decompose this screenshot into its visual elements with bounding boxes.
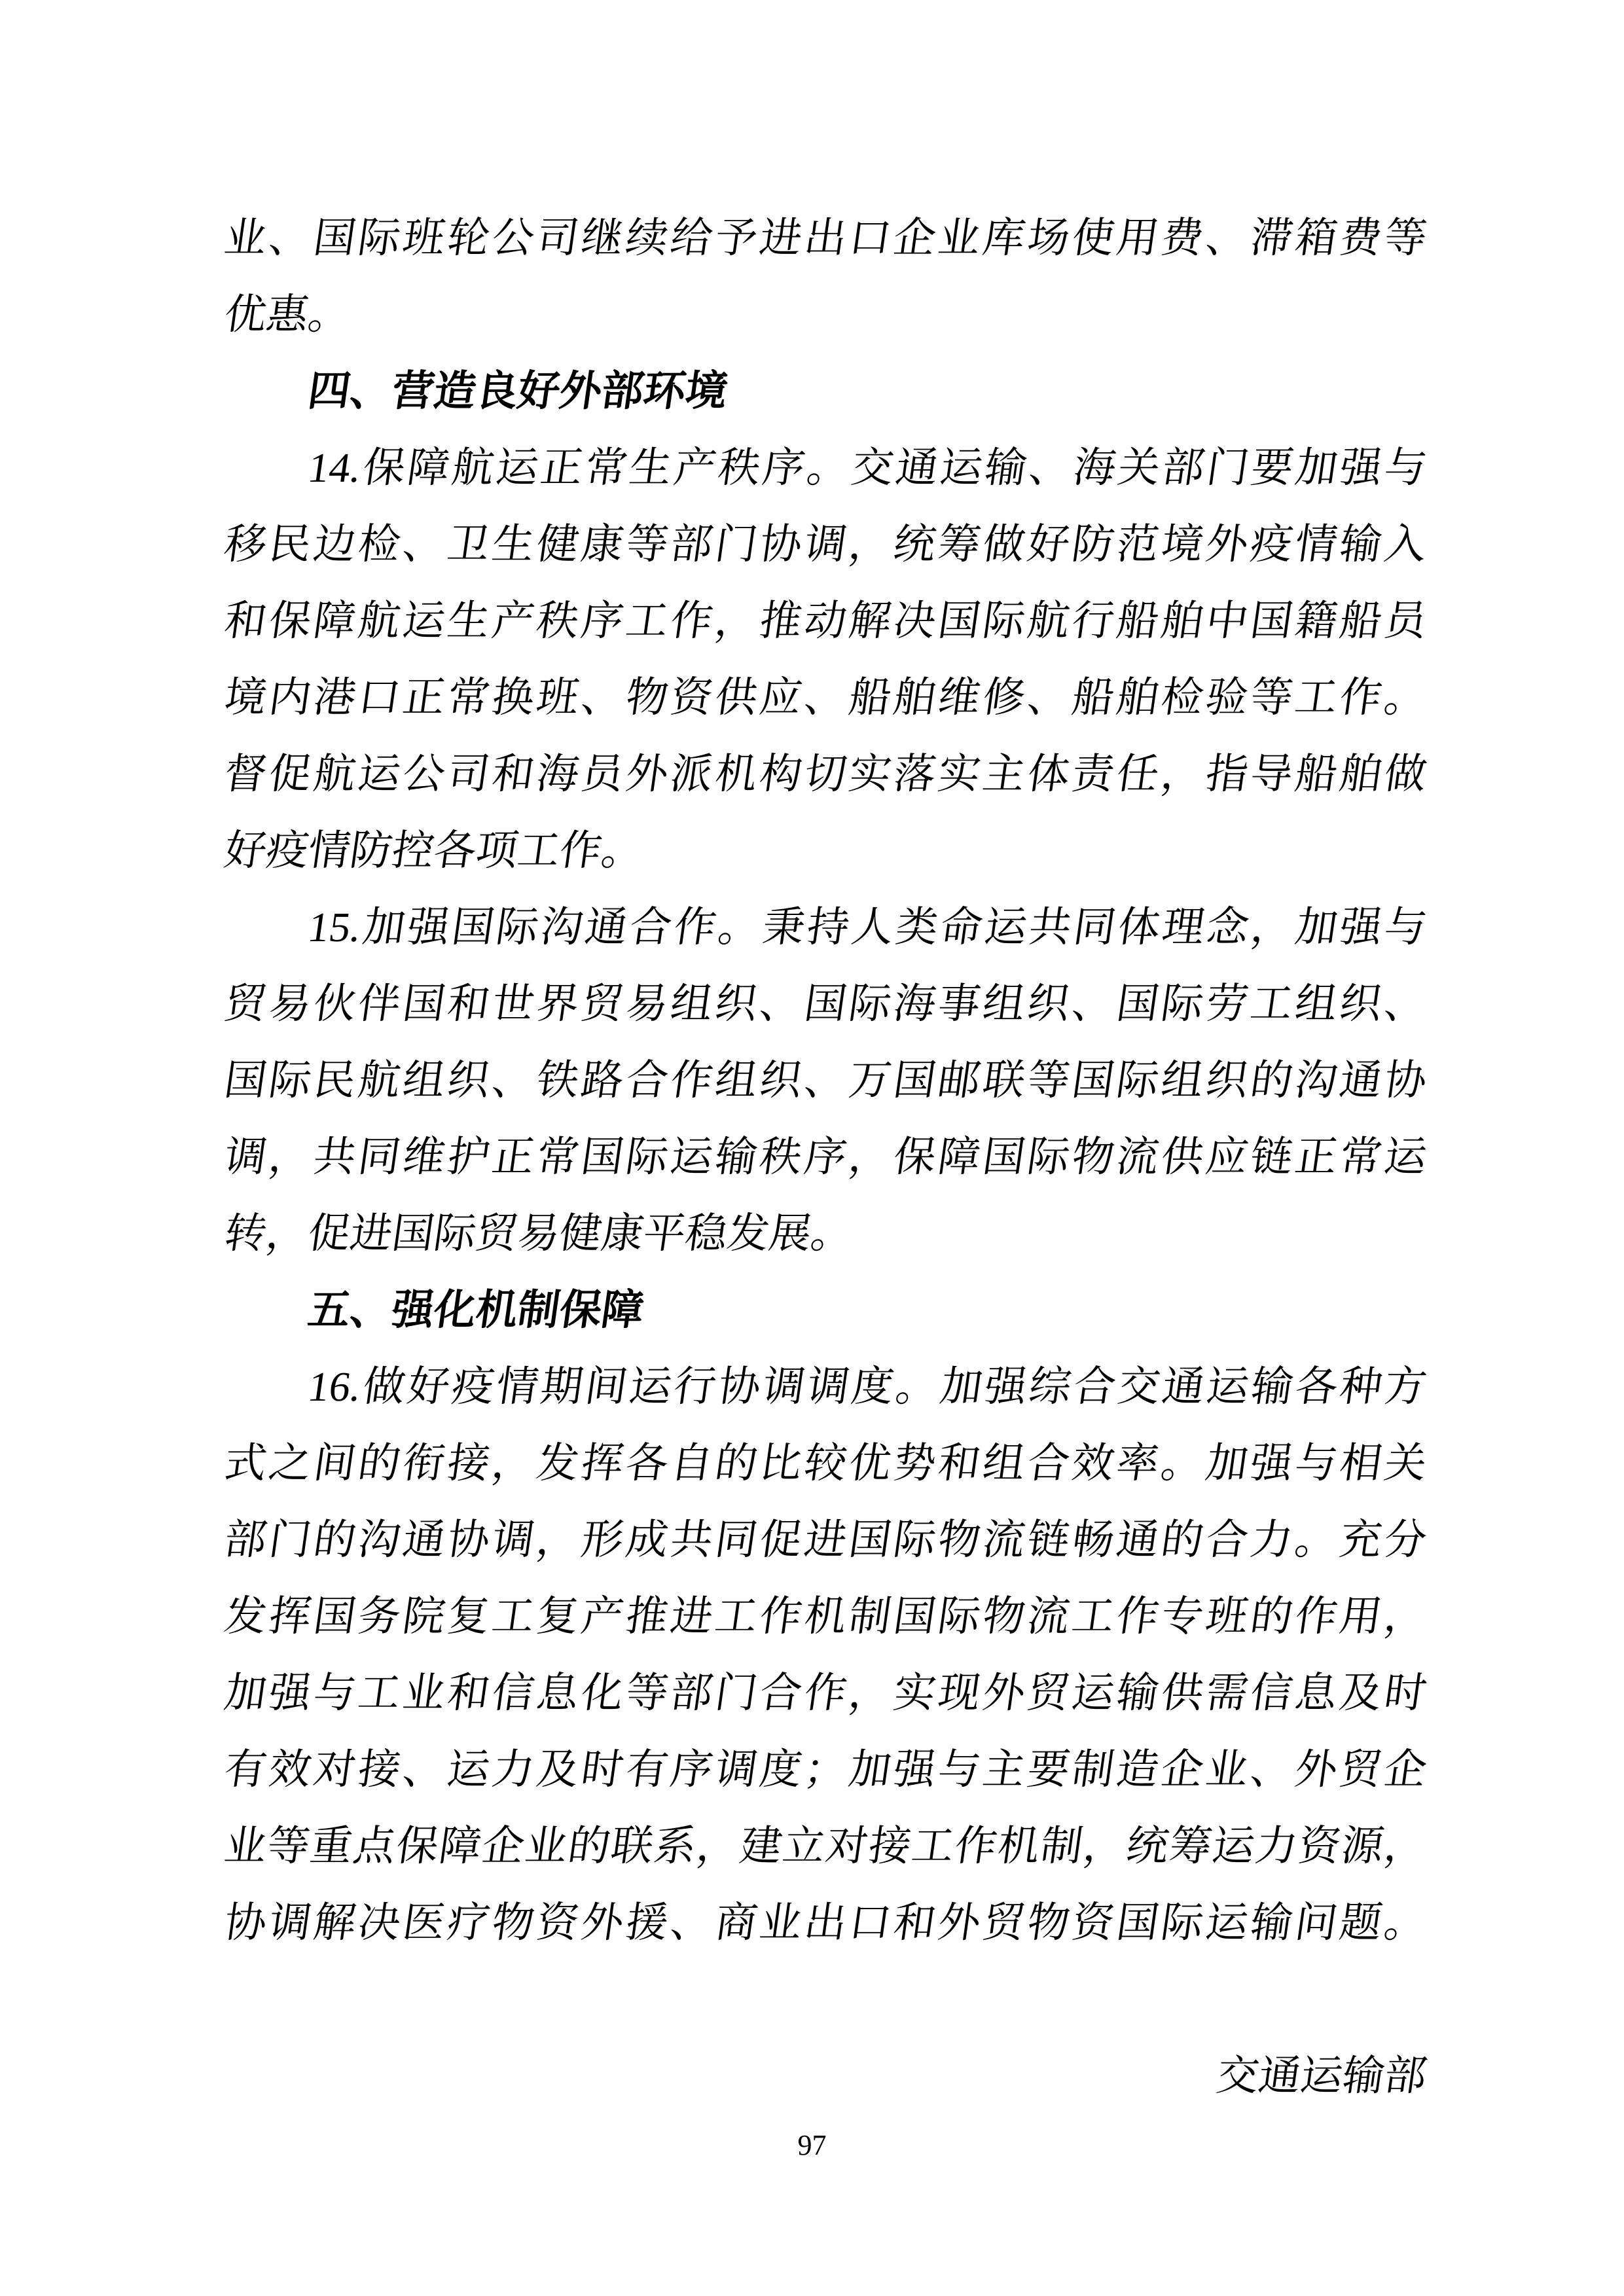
paragraph-line: 转，促进国际贸易健康平稳发展。 xyxy=(221,1210,857,1257)
paragraph-line: 业等重点保障企业的联系，建立对接工作机制，统筹运力资源， xyxy=(221,1823,1430,1869)
paragraph-line: 国际民航组织、铁路合作组织、万国邮联等国际组织的沟通协 xyxy=(221,1057,1430,1103)
paragraph-line: 好疫情防控各项工作。 xyxy=(221,827,647,874)
paragraph-line: 式之间的衔接，发挥各自的比较优势和组合效率。加强与相关 xyxy=(221,1440,1430,1486)
paragraph-line: 境内港口正常换班、物资供应、船舶维修、船舶检验等工作。 xyxy=(221,674,1430,721)
section-5-heading: 五、强化机制保障 xyxy=(305,1286,647,1333)
paragraph-line: 业、国际班轮公司继续给予进出口企业库场使用费、滞箱费等 xyxy=(221,215,1430,261)
paragraph-line: 协调解决医疗物资外援、商业出口和外贸物资国际运输问题。 xyxy=(221,1899,1430,1946)
item-16-line: 16.做好疫情期间运行协调调度。加强综合交通运输各种方 xyxy=(305,1363,1430,1410)
paragraph-line: 优惠。 xyxy=(221,291,354,338)
item-15-line: 15.加强国际沟通合作。秉持人类命运共同体理念，加强与 xyxy=(305,904,1430,950)
paragraph-line: 发挥国务院复工复产推进工作机制国际物流工作专班的作用， xyxy=(221,1593,1430,1640)
blank-line xyxy=(219,1961,1421,2037)
issuing-agency-signature: 交通运输部 xyxy=(1214,2053,1430,2099)
paragraph-line: 调，共同维护正常国际运输秩序，保障国际物流供应链正常运 xyxy=(221,1134,1430,1180)
paragraph-line: 部门的沟通协调，形成共同促进国际物流链畅通的合力。充分 xyxy=(221,1516,1430,1563)
document-body xyxy=(219,200,1430,2114)
item-14-line: 14.保障航运正常生产秩序。交通运输、海关部门要加强与 xyxy=(305,444,1430,491)
paragraph-line: 督促航运公司和海员外派机构切实落实主体责任，指导船舶做 xyxy=(221,751,1430,797)
paragraph-line: 和保障航运生产秩序工作，推动解决国际航行船舶中国籍船员 xyxy=(221,598,1430,644)
paragraph-line: 移民边检、卫生健康等部门协调，统筹做好防范境外疫情输入 xyxy=(221,521,1430,567)
paragraph-line: 贸易伙伴国和世界贸易组织、国际海事组织、国际劳工组织、 xyxy=(221,980,1430,1027)
paragraph-line: 有效对接、运力及时有序调度；加强与主要制造企业、外贸企 xyxy=(221,1746,1430,1793)
section-4-heading: 四、营造良好外部环境 xyxy=(305,367,731,414)
paragraph-line: 加强与工业和信息化等部门合作，实现外贸运输供需信息及时 xyxy=(221,1670,1430,1716)
page-number: 97 xyxy=(797,2129,827,2161)
